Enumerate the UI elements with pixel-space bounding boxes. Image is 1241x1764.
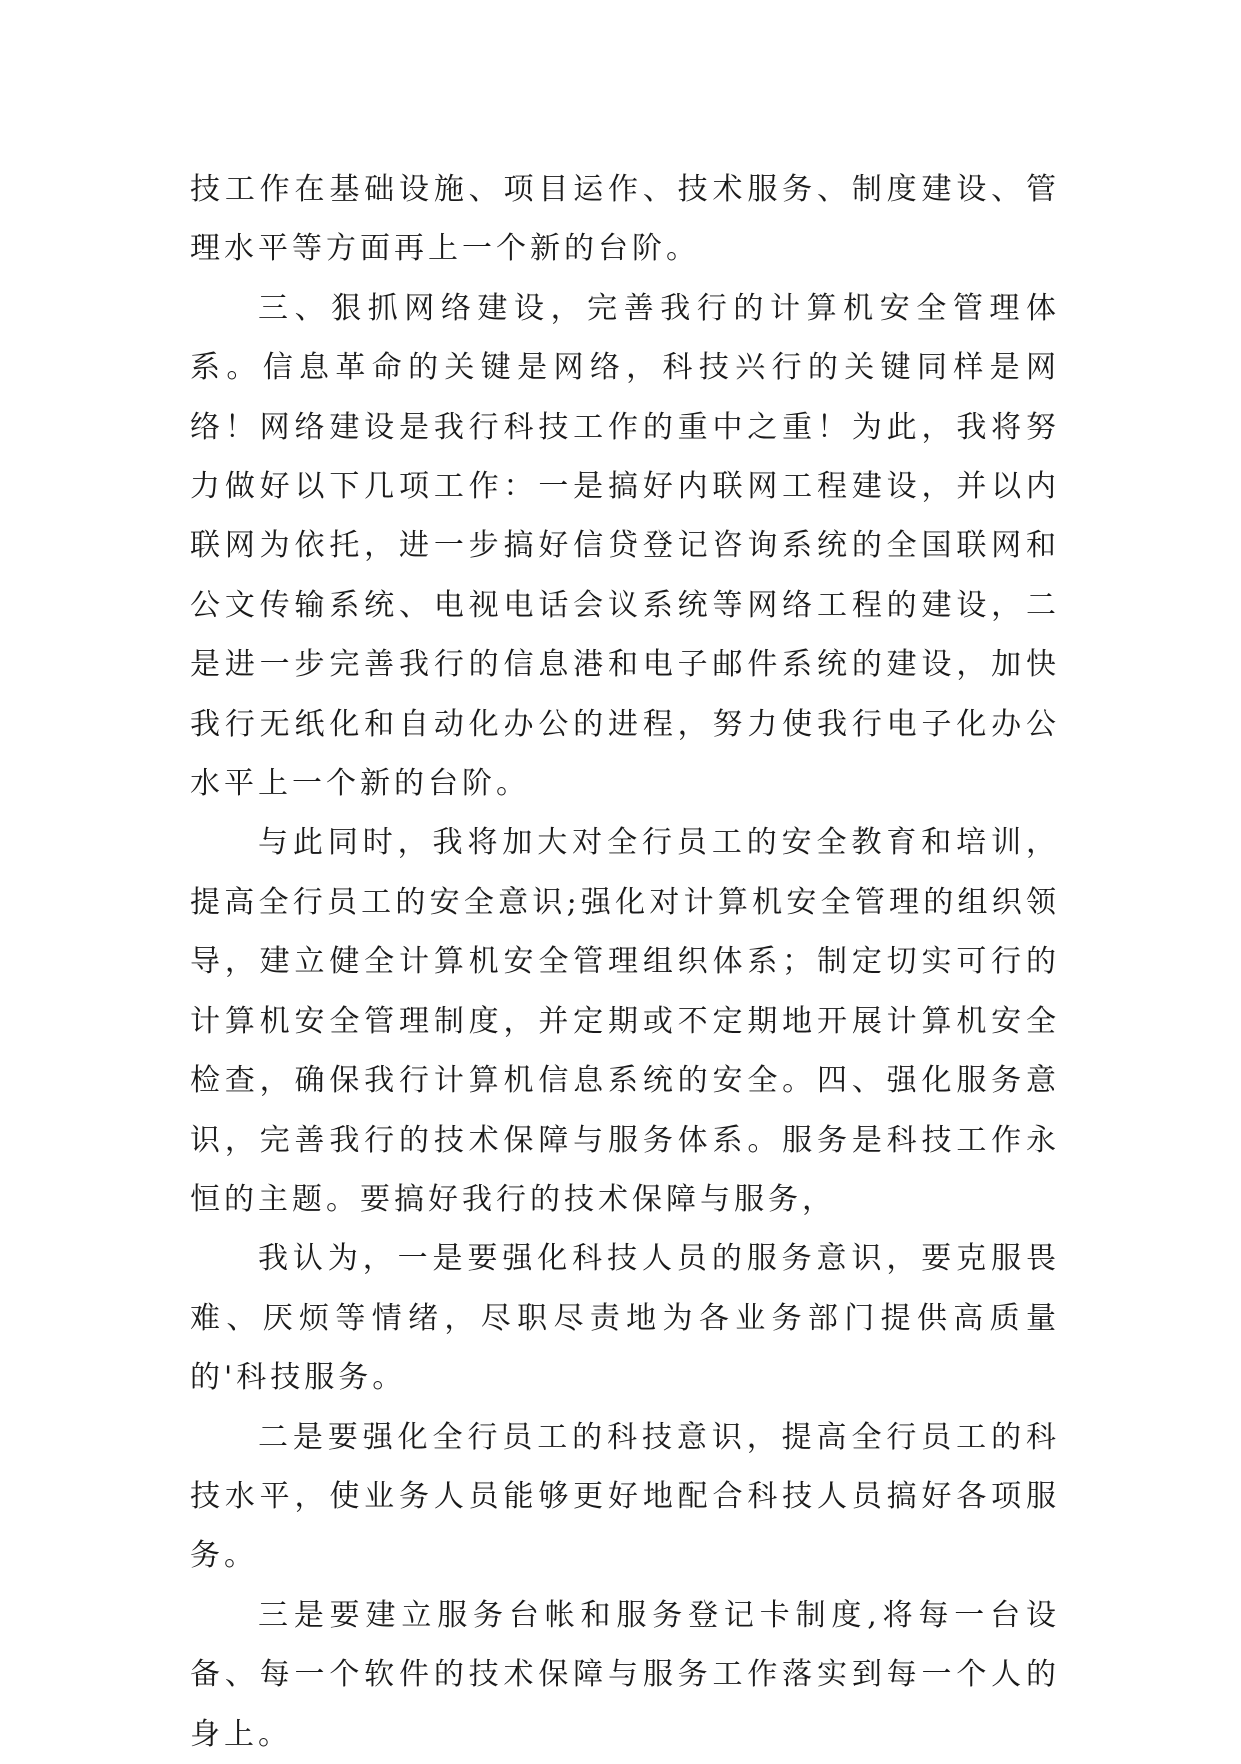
document-body bbox=[190, 160, 1060, 1764]
paragraph-security-training: 与此同时，我将加大对全行员工的安全教育和培训，提高全行员工的安全意识;强化对计算机安全管理的组织领导，建立健全计算机安全管理组织体系；制定切实可行的计算机安全管理制度，并定期或不定期地开展计算机安全检查，确保我行计算机信息系统的安全。四、强化服务意识，完善我行的技术保障与服务体系。服务是科技工作永恒的主题。要搞好我行的技术保障与服务， bbox=[190, 825, 1060, 1217]
paragraph-tech-awareness: 二是要强化全行员工的科技意识，提高全行员工的科技水平，使业务人员能够更好地配合科技人员搞好各项服务。 bbox=[190, 1419, 1060, 1574]
paragraph-service-awareness: 我认为，一是要强化科技人员的服务意识，要克服畏难、厌烦等情绪，尽职尽责地为各业务部门提供高质量的'科技服务。 bbox=[190, 1241, 1060, 1396]
paragraph-continuation: 技工作在基础设施、项目运作、技术服务、制度建设、管理水平等方面再上一个新的台阶。 bbox=[190, 172, 1060, 267]
paragraph-service-register: 三是要建立服务台帐和服务登记卡制度,将每一台设备、每一个软件的技术保障与服务工作落实到每一个人的身上。 bbox=[190, 1597, 1060, 1752]
paragraph-network-construction: 三、狠抓网络建设，完善我行的计算机安全管理体系。信息革命的关键是网络，科技兴行的关键同样是网络！网络建设是我行科技工作的重中之重！为此，我将努力做好以下几项工作：一是搞好内联网工程建设，并以内联网为依托，进一步搞好信贷登记咨询系统的全国联网和公文传输系统、电视电话会议系统等网络工程的建设，二是进一步完善我行的信息港和电子邮件系统的建设，加快我行无纸化和自动化办公的进程，努力使我行电子化办公水平上一个新的台阶。 bbox=[190, 290, 1060, 802]
